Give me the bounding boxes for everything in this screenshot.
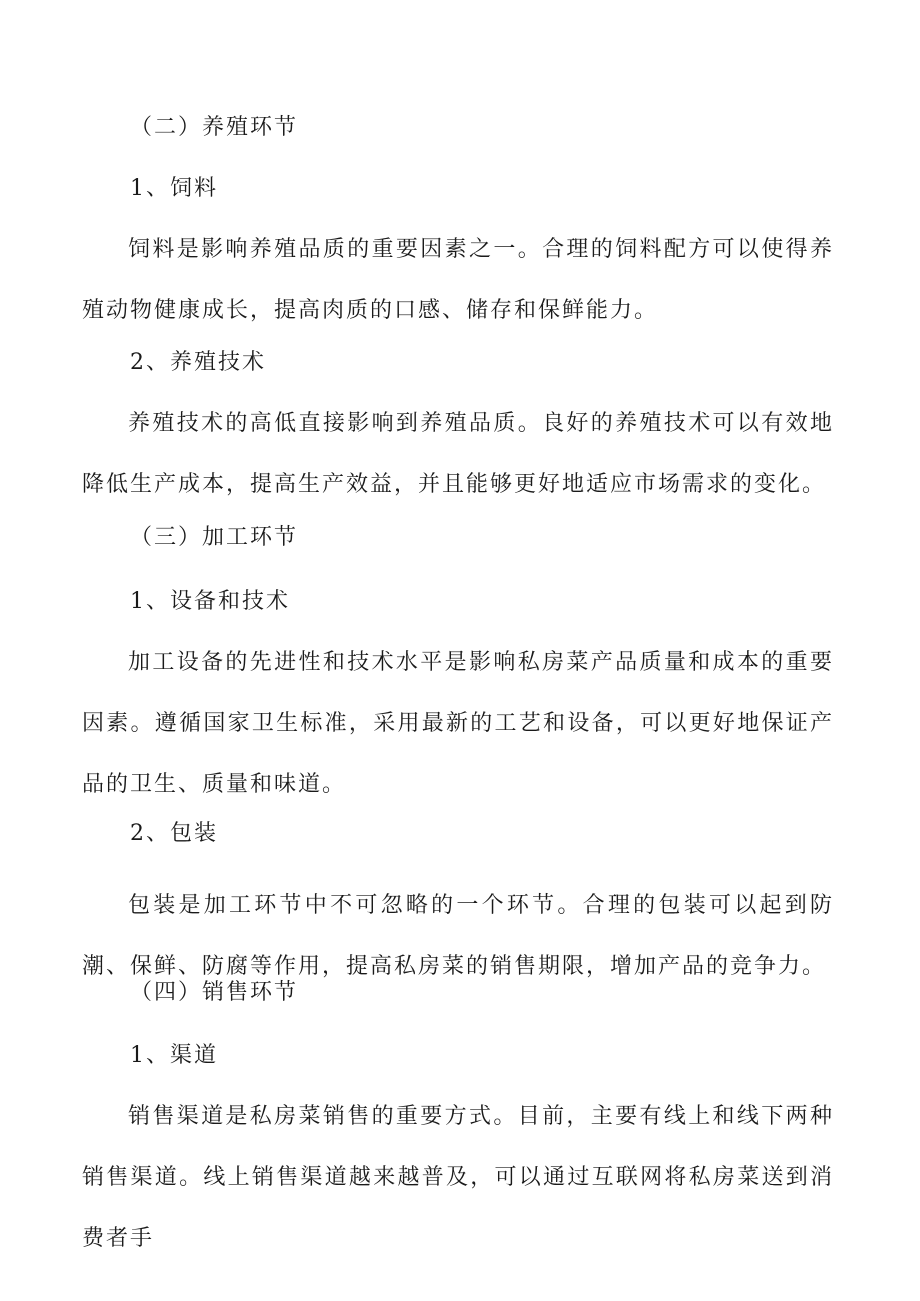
paragraph-packaging: 包装是加工环节中不可忽略的一个环节。合理的包装可以起到防潮、保鲜、防腐等作用，提高私房菜的销售期限，增加产品的竞争力。 <box>82 893 834 979</box>
paragraph-breeding-technique: 养殖技术的高低直接影响到养殖品质。良好的养殖技术可以有效地降低生产成本，提高生产效益，并且能够更好地适应市场需求的变化。 <box>82 411 834 497</box>
section-heading-breeding: （二）养殖环节 <box>130 115 299 140</box>
section-heading-sales: （四）销售环节 <box>130 980 299 1005</box>
subheading-packaging: 2、包装 <box>130 821 218 846</box>
paragraph-equipment-technology: 加工设备的先进性和技术水平是影响私房菜产品质量和成本的重要因素。遵循国家卫生标准，采用最新的工艺和设备，可以更好地保证产品的卫生、质量和味道。 <box>82 650 834 797</box>
paragraph-feed: 饲料是影响养殖品质的重要因素之一。合理的饲料配方可以使得养殖动物健康成长，提高肉质的口感、储存和保鲜能力。 <box>82 237 834 323</box>
subheading-feed: 1、饲料 <box>130 176 218 201</box>
section-heading-processing: （三）加工环节 <box>130 525 299 550</box>
subheading-breeding-technique: 2、养殖技术 <box>130 350 266 375</box>
subheading-equipment-technology: 1、设备和技术 <box>130 589 290 614</box>
subheading-channels: 1、渠道 <box>130 1043 218 1068</box>
paragraph-channels: 销售渠道是私房菜销售的重要方式。目前，主要有线上和线下两种销售渠道。线上销售渠道越来越普及，可以通过互联网将私房菜送到消费者手 <box>82 1104 834 1251</box>
